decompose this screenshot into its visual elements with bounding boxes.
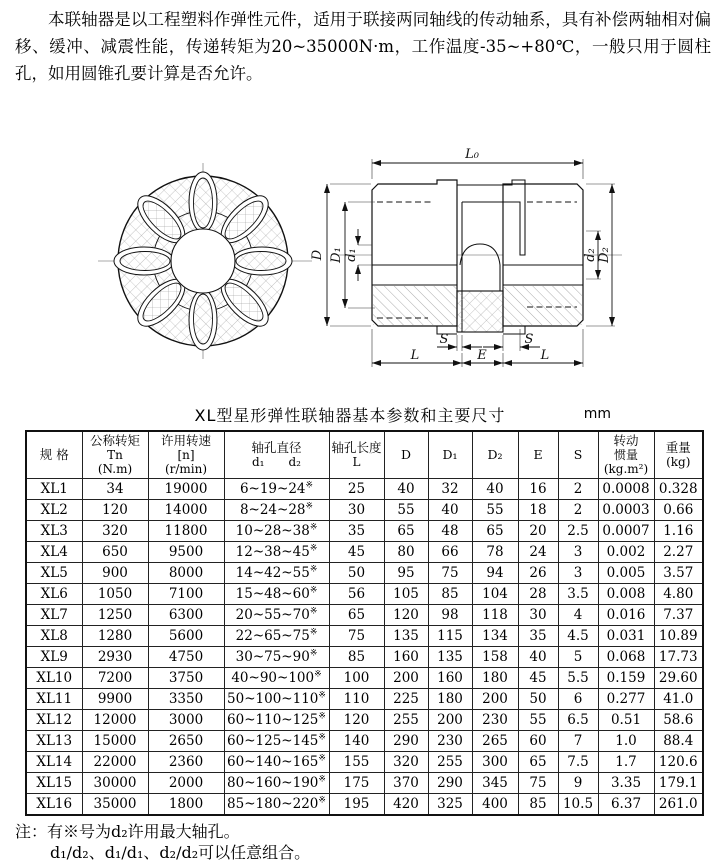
table-row: XL2 120 14000 8~24~28※ 30 55 40 55 18 2 0.0003 0.66 xyxy=(26,500,703,521)
footnotes xyxy=(15,822,310,863)
col-header-torque: 公称转矩 Tn (N.m) xyxy=(82,431,148,479)
section-view xyxy=(338,180,622,334)
table-row: XL9 2930 4750 30~75~90※ 85 160 135 158 40 5 0.068 17.73 xyxy=(26,647,703,668)
col-header-speed: 许用转速 [n] (r/min) xyxy=(148,431,224,479)
dim-label-S-left: S xyxy=(439,332,449,347)
table-row: XL3 320 11800 10~28~38※ 35 65 48 65 20 2.5 0.0007 1.16 xyxy=(26,521,703,542)
dim-label-d2: d₂ xyxy=(583,248,598,262)
table-row: XL11 9900 3350 50~100~110※ 110 225 180 200 50 6 0.277 41.0 xyxy=(26,689,703,710)
coupling-drawing xyxy=(0,138,725,390)
table-row: XL13 15000 2650 60~125~145※ 140 290 230 265 60 7 1.0 88.4 xyxy=(26,731,703,752)
footnote-1: 注：有※号为d₂许用最大轴孔。 xyxy=(15,822,240,841)
table-header-row xyxy=(26,431,703,479)
elastic-star-section xyxy=(457,291,503,332)
table-row: XL12 12000 3000 60~110~125※ 120 255 200 230 55 6.5 0.51 58.6 xyxy=(26,710,703,731)
col-header-spec: 规 格 xyxy=(26,431,82,479)
col-header-D1: D₁ xyxy=(428,431,472,479)
table-row: XL7 1250 6300 20~55~70※ 65 120 98 118 30 4 0.016 7.37 xyxy=(26,605,703,626)
col-header-E: E xyxy=(518,431,558,479)
table-row: XL1 34 19000 6~19~24※ 25 40 32 40 16 2 0.0008 0.328 xyxy=(26,479,703,500)
col-header-D2: D₂ xyxy=(472,431,518,479)
table-body xyxy=(26,479,703,816)
dim-label-D: D xyxy=(310,249,325,261)
table-row: XL16 35000 1800 85~180~220※ 195 420 325 400 85 10.5 6.37 261.0 xyxy=(26,794,703,816)
dim-label-d1: d₁ xyxy=(344,248,359,262)
dim-label-L-right: L xyxy=(540,348,550,363)
table-unit-label: mm xyxy=(583,406,611,422)
table-row: XL15 30000 2000 80~160~190※ 175 370 290 345 75 9 3.35 179.1 xyxy=(26,773,703,794)
table-row: XL4 650 9500 12~38~45※ 45 80 66 78 24 3 0.002 2.27 xyxy=(26,542,703,563)
col-header-D: D xyxy=(384,431,428,479)
col-header-bore: 轴孔直径 d₁ d₂ xyxy=(224,431,329,479)
col-header-weight: 重量 (kg) xyxy=(654,431,703,479)
col-header-inertia: 转动 惯量 (kg.m²) xyxy=(598,431,654,479)
table-row: XL14 22000 2360 60~140~165※ 155 320 255 300 65 7.5 1.7 120.6 xyxy=(26,752,703,773)
table-row: XL10 7200 3750 40~90~100※ 100 200 160 180 45 5.5 0.159 29.60 xyxy=(26,668,703,689)
parameters-table xyxy=(25,430,704,816)
col-header-S: S xyxy=(558,431,598,479)
dim-label-L0: L₀ xyxy=(465,147,479,162)
dim-label-L-left: L xyxy=(410,348,420,363)
col-header-length: 轴孔长度 L xyxy=(329,431,384,479)
table-title: XL型星形弹性联轴器基本参数和主要尺寸 xyxy=(194,406,506,425)
intro-paragraph: 本联轴器是以工程塑料作弹性元件，适用于联接两同轴线的传动轴系，具有补偿两轴相对偏移、缓冲、减震性能，传递转矩为20~35000N·m，工作温度-35~+80℃，一般只用于圆柱孔，如用圆锥孔要计算是否允许。 xyxy=(15,10,711,83)
front-view xyxy=(98,163,312,359)
dim-label-S-right: S xyxy=(524,332,534,347)
table-row: XL8 1280 5600 22~65~75※ 75 135 115 134 35 4.5 0.031 10.89 xyxy=(26,626,703,647)
dim-label-D1: D₁ xyxy=(329,247,344,263)
dim-label-D2: D₂ xyxy=(597,247,612,263)
table-row: XL5 900 8000 14~42~55※ 50 95 75 94 26 3 0.005 3.57 xyxy=(26,563,703,584)
bore-circle xyxy=(171,229,235,293)
table-row: XL6 1050 7100 15~48~60※ 56 105 85 104 28 3.5 0.008 4.80 xyxy=(26,584,703,605)
footnote-2: d₁/d₂、d₁/d₁、d₂/d₂可以任意组合。 xyxy=(50,842,311,862)
dim-label-E: E xyxy=(477,348,487,363)
